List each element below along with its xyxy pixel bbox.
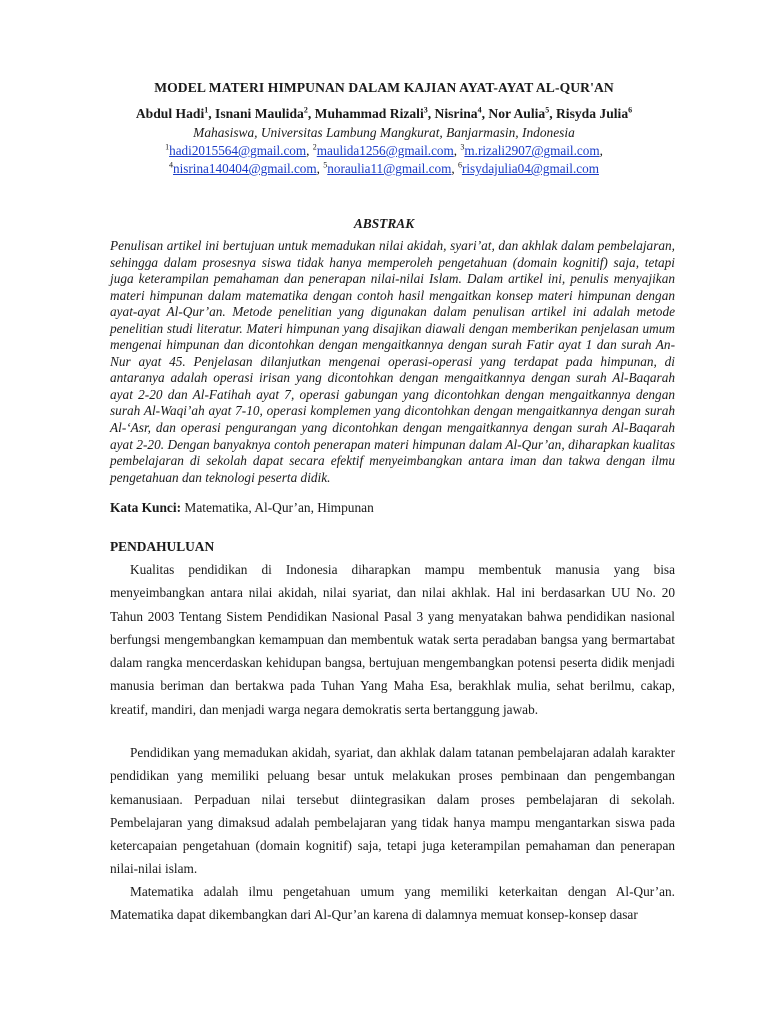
paper-title: MODEL MATERI HIMPUNAN DALAM KAJIAN AYAT-AYAT AL-QUR'AN [154,80,614,95]
email-link[interactable]: noraulia11@gmail.com [327,161,452,176]
author-name: Nisrina$^4$, [434,105,489,121]
author-name: Nor Aulia$^5$, [488,105,556,121]
keywords-value: Matematika, Al-Qur’an, Himpunan [184,500,374,515]
body-paragraph: Pendidikan yang memadukan akidah, syariat, dan akhlak dalam tatanan pembelajaran adalah karakter pendidikan yang memiliki peluang besar untuk melakukan proses pembinaan dan pengembangan kemanusiaan. Perpaduan nilai tersebut diintegrasikan dalam proses pembelajaran di sekolah. Pembelajaran yang dimaksud adalah pembelajaran yang tidak hanya mampu mengantarkan siswa pada ketercapaian pengetahuan (domain kognitif) saja, tetapi juga keterampilan pemahaman dan penerapan nilai-nilai islam. [110,745,675,877]
author-name: Risyda Julia$^6$ [555,105,633,121]
author-list [0,106,768,122]
author-name: Isnani Maulida$^2$, [215,105,315,121]
email-link[interactable]: risydajulia04@gmail.com [461,161,599,176]
keywords-label: Kata Kunci: [110,500,182,515]
abstract-text: Penulisan artikel ini bertujuan untuk memadukan nilai akidah, syari’at, dan akhlak dalam pembelajaran, sehingga dalam prosesnya siswa tidak hanya memperoleh pengetahuan (domain kognitif) saja, tetapi juga keterampilan pemahaman dan penerapan nilai-nilai Islam. Dalam artikel ini, penulis menyajikan materi himpunan dalam matematika dengan contoh hasil mengaitkan konsep materi himpunan dengan ayat-ayat Al-Qur’an. Metode penelitian yang digunakan dalam penulisan artikel ini adalah metode penelitian studi literatur. Materi himpunan yang disajikan diawali dengan memberikan penjelasan umum mengenai himpunan dan dicontohkan dengan mengaitkannya dengan surah Fatir ayat 1 dan surah An-Nur ayat 45. Penjelasan dilanjutkan mengenai operasi-operasi yang terdapat pada himpunan, di antaranya adalah operasi irisan yang dicontohkan dengan mengaitkannya dengan surah Al-Baqarah ayat 2-20 dan Al-Fatihah ayat 7, operasi gabungan yang dicontohkan dengan mengaitkannya dengan surah Al-Waqi’ah ayat 7-10, operasi komplemen yang dicontohkan dengan mengaitkannya dengan surah Al-‘Asr, dan operasi pengurangan yang dicontohkan dengan mengaitkannya dengan surah Al-Baqarah ayat 2-20. Dengan banyaknya contoh penerapan materi himpunan dalam Al-Qur’an, diharapkan kualitas pembelajaran di sekolah dapat secara efektif menyeimbangkan antara iman dan takwa dengan ilmu pengetahuan dan teknologi peserta didik. [110,238,675,485]
email-list: $^4$nisrina140404@gmail.com, $^5$noraulia11@gmail.com, $^6$risydajulia04@gmail.com [169,160,599,176]
email-list: $^1$hadi2015564@gmail.com, $^2$maulida1256@gmail.com, $^3$m.rizali2907@gmail.com, [165,142,603,158]
author-affiliation: Mahasiswa, Universitas Lambung Mangkurat, Banjarmasin, Indonesia [193,125,575,140]
author-name: Muhammad Rizali$^3$, [314,105,435,121]
section-heading: PENDAHULUAN [110,539,215,554]
email-link[interactable]: hadi2015564@gmail.com [169,143,307,158]
body-paragraph: Kualitas pendidikan di Indonesia diharapkan mampu membentuk manusia yang bisa menyeimbangkan antara nilai akidah, nilai syariat, dan nilai akhlak. Hal ini berdasarkan UU No. 20 Tahun 2003 Tentang Sistem Pendidikan Nasional Pasal 3 yang menyatakan bahwa pendidikan nasional berfungsi mengembangkan kemampuan dan membentuk watak serta peradaban bangsa yang bermartabat dalam rangka mencerdaskan kehidupan bangsa, bertujuan mengembangkan potensi peserta didik menjadi manusia beriman dan bertakwa pada Tuhan Yang Maha Esa, berakhlak mulia, sehat berilmu, cakap, kreatif, mandiri, dan menjadi warga negara demokratis serta bertanggung jawab. [110,562,675,717]
email-link[interactable]: m.rizali2907@gmail.com [464,143,600,158]
email-link[interactable]: nisrina140404@gmail.com [173,161,317,176]
email-link[interactable]: maulida1256@gmail.com [316,143,454,158]
body-paragraph: Matematika adalah ilmu pengetahuan umum yang memiliki keterkaitan dengan Al-Qur’an. Matematika dapat dikembangkan dari Al-Qur’an karena di dalamnya memuat konsep-konsep dasar [110,884,675,923]
author-name: Abdul Hadi$^1$, [135,105,216,121]
abstract-heading: ABSTRAK [353,216,415,231]
keywords [110,500,374,516]
